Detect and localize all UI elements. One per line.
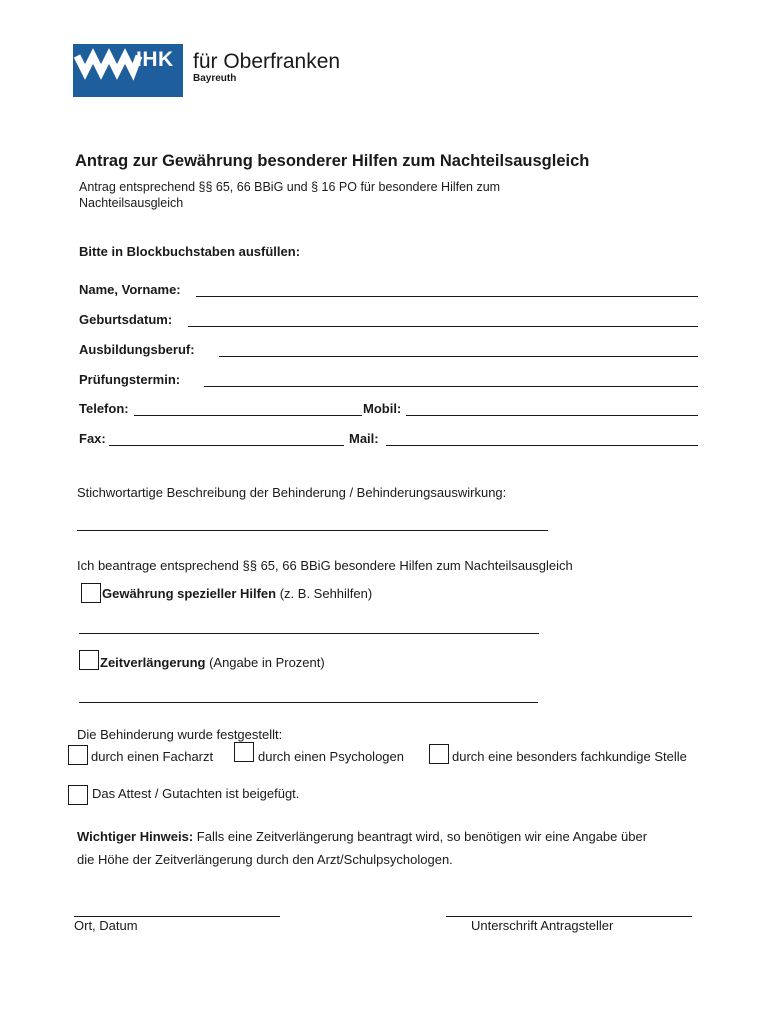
birthdate-field[interactable]	[188, 326, 698, 327]
notice-text-1: Falls eine Zeitverlängerung beantragt wird, so benötigen wir eine Angabe über	[193, 829, 648, 844]
mobile-label: Mobil:	[363, 401, 402, 416]
phone-field[interactable]	[134, 415, 362, 416]
psychologist-option-label: durch einen Psychologen	[258, 749, 404, 764]
profession-label: Ausbildungsberuf:	[79, 342, 195, 357]
logo-city: Bayreuth	[193, 73, 237, 84]
special-help-note: (z. B. Sehhilfen)	[276, 586, 373, 601]
logo-name: für Oberfranken	[193, 50, 341, 73]
psychologist-checkbox[interactable]	[234, 742, 254, 762]
doctor-option-label: durch einen Facharzt	[91, 749, 214, 764]
request-label: Ich beantrage entsprechend §§ 65, 66 BBiG besondere Hilfen zum Nachteilsausgleich	[77, 558, 573, 573]
time-extension-option	[100, 655, 325, 670]
place-date-field[interactable]	[74, 916, 280, 917]
instruction-text: Bitte in Blockbuchstaben ausfüllen:	[79, 244, 301, 259]
special-help-option	[102, 586, 372, 601]
name-label: Name, Vorname:	[79, 282, 181, 297]
phone-label: Telefon:	[79, 401, 129, 416]
description-field[interactable]	[77, 530, 548, 531]
special-help-checkbox[interactable]	[81, 583, 101, 603]
time-extension-note: (Angabe in Prozent)	[205, 655, 325, 670]
subtitle-line-2: Nachteilsausgleich	[79, 196, 184, 210]
time-extension-checkbox[interactable]	[79, 650, 99, 670]
time-extension-label: Zeitverlängerung	[100, 655, 206, 670]
time-extension-field[interactable]	[79, 702, 538, 703]
logo-acronym: IHK	[136, 48, 174, 71]
exam-date-label: Prüfungstermin:	[79, 372, 181, 387]
expert-option-label: durch eine besonders fachkundige Stelle	[452, 749, 687, 764]
exam-date-field[interactable]	[204, 386, 698, 387]
signature-label: Unterschrift Antragsteller	[471, 918, 614, 933]
notice-line-1	[77, 829, 647, 844]
diagnosed-label: Die Behinderung wurde festgestellt:	[77, 727, 283, 742]
special-help-label: Gewährung spezieller Hilfen	[102, 586, 277, 601]
doctor-checkbox[interactable]	[68, 745, 88, 765]
mobile-field[interactable]	[406, 415, 698, 416]
expert-checkbox[interactable]	[429, 744, 449, 764]
special-help-field[interactable]	[79, 633, 539, 634]
subtitle-line-1: Antrag entsprechend §§ 65, 66 BBiG und § 16 PO für besondere Hilfen zum	[79, 180, 501, 194]
fax-label: Fax:	[79, 431, 106, 446]
place-date-label: Ort, Datum	[74, 918, 138, 933]
fax-field[interactable]	[109, 445, 344, 446]
attest-label: Das Attest / Gutachten ist beigefügt.	[92, 786, 300, 801]
profession-field[interactable]	[219, 356, 698, 357]
notice-heading: Wichtiger Hinweis:	[77, 829, 194, 844]
signature-field[interactable]	[446, 916, 692, 917]
description-label: Stichwortartige Beschreibung der Behinderung / Behinderungsauswirkung:	[77, 485, 507, 500]
notice-line-2: die Höhe der Zeitverlängerung durch den Arzt/Schulpsychologen.	[77, 852, 453, 867]
attest-checkbox[interactable]	[68, 785, 88, 805]
mail-label: Mail:	[349, 431, 379, 446]
birthdate-label: Geburtsdatum:	[79, 312, 173, 327]
mail-field[interactable]	[386, 445, 698, 446]
name-field[interactable]	[196, 296, 698, 297]
form-title: Antrag zur Gewährung besonderer Hilfen zum Nachteilsausgleich	[75, 152, 590, 170]
